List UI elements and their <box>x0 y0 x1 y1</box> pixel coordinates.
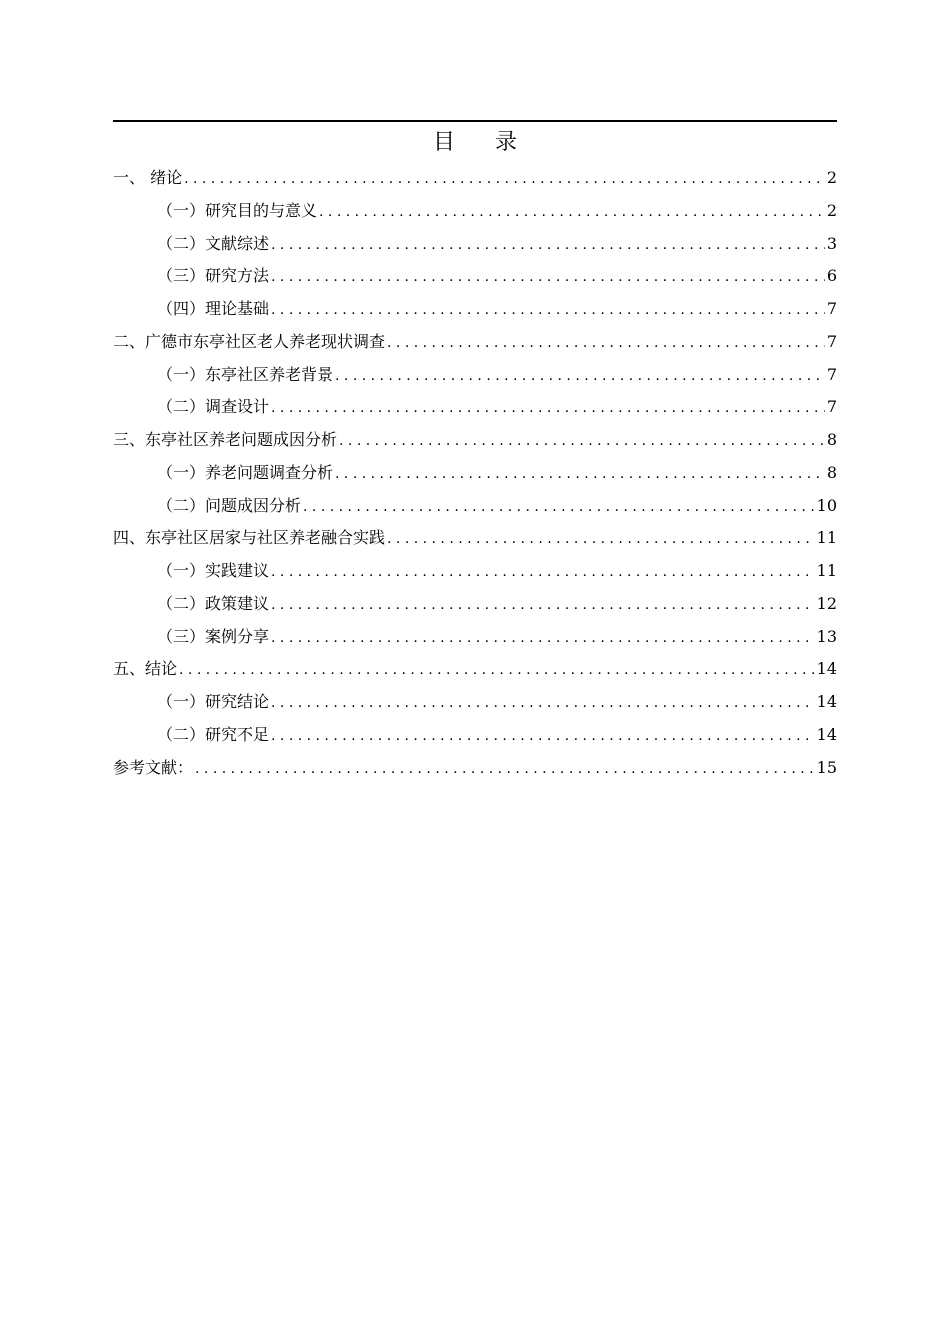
toc-section-entry[interactable] <box>113 391 837 424</box>
toc-page-number: 7 <box>826 397 837 417</box>
toc-dot-leader <box>319 196 825 229</box>
toc-chapter-entry[interactable] <box>113 653 837 686</box>
toc-page-number: 12 <box>816 593 837 613</box>
toc-entry-label: 一、 绪论 <box>113 168 183 187</box>
toc-entry-label: 二、广德市东亭社区老人养老现状调查 <box>113 331 386 351</box>
toc-dot-leader <box>184 163 825 196</box>
toc-dot-leader <box>195 753 815 786</box>
toc-entry-label: 五、结论 <box>113 659 178 679</box>
toc-page-number: 7 <box>826 331 837 351</box>
toc-entry-label: （三）案例分享 <box>157 626 270 646</box>
toc-dot-leader <box>339 425 825 458</box>
toc-section-entry[interactable] <box>113 359 837 392</box>
toc-dot-leader <box>271 687 815 720</box>
toc-entry-label: （一）研究结论 <box>157 692 270 711</box>
toc-entry-label: （一）实践建议 <box>157 561 270 580</box>
toc-chapter-entry[interactable] <box>113 752 837 785</box>
toc-section-entry[interactable] <box>113 621 837 654</box>
toc-dot-leader <box>179 654 815 687</box>
toc-section-entry[interactable] <box>113 555 837 588</box>
toc-page-number: 2 <box>826 200 837 220</box>
toc-list <box>113 162 837 784</box>
toc-entry-label: 三、东亭社区养老问题成因分析 <box>113 430 338 449</box>
toc-dot-leader <box>271 622 815 655</box>
toc-page-number: 13 <box>816 626 837 646</box>
toc-entry-label: （一）东亭社区养老背景 <box>157 364 334 384</box>
toc-page-number: 2 <box>826 168 837 187</box>
toc-chapter-entry[interactable] <box>113 326 837 359</box>
toc-page-number: 8 <box>826 462 837 482</box>
toc-entry-label: （三）研究方法 <box>157 266 270 286</box>
toc-page-number: 7 <box>826 299 837 318</box>
toc-section-entry[interactable] <box>113 490 837 523</box>
toc-entry-label: （二）问题成因分析 <box>157 495 302 515</box>
toc-page-number: 11 <box>816 561 837 580</box>
toc-dot-leader <box>271 294 825 327</box>
toc-dot-leader <box>271 589 815 622</box>
toc-chapter-entry[interactable] <box>113 522 837 555</box>
toc-entry-label: （四）理论基础 <box>157 299 270 318</box>
toc-dot-leader <box>303 491 815 524</box>
toc-section-entry[interactable] <box>113 686 837 719</box>
toc-entry-label: （二）调查设计 <box>157 397 270 417</box>
toc-section-entry[interactable] <box>113 457 837 490</box>
toc-dot-leader <box>271 229 825 262</box>
toc-dot-leader <box>335 360 825 393</box>
toc-dot-leader <box>387 327 825 360</box>
toc-page-number: 7 <box>826 364 837 384</box>
toc-dot-leader <box>271 556 815 589</box>
toc-entry-label: （二）政策建议 <box>157 593 270 613</box>
toc-entry-label: 参考文献： <box>113 757 194 777</box>
toc-section-entry[interactable] <box>113 195 837 228</box>
toc-section-entry[interactable] <box>113 293 837 326</box>
toc-dot-leader <box>387 523 815 556</box>
toc-page-number: 14 <box>816 724 837 744</box>
toc-page <box>113 120 837 784</box>
toc-entry-label: （二）研究不足 <box>157 724 270 744</box>
toc-dot-leader <box>271 720 815 753</box>
toc-section-entry[interactable] <box>113 719 837 752</box>
toc-entry-label: （二）文献综述 <box>157 233 270 253</box>
toc-dot-leader <box>271 392 825 425</box>
toc-page-number: 3 <box>826 233 837 253</box>
toc-page-number: 8 <box>826 430 837 449</box>
toc-chapter-entry[interactable] <box>113 162 837 195</box>
toc-entry-label: （一）养老问题调查分析 <box>157 462 334 482</box>
toc-dot-leader <box>335 458 825 491</box>
toc-page-number: 6 <box>826 266 837 286</box>
toc-entry-label: 四、东亭社区居家与社区养老融合实践 <box>113 528 386 548</box>
toc-section-entry[interactable] <box>113 588 837 621</box>
toc-dot-leader <box>271 261 825 294</box>
toc-entry-label: （一）研究目的与意义 <box>157 200 318 220</box>
toc-chapter-entry[interactable] <box>113 424 837 457</box>
toc-page-number: 14 <box>816 659 837 679</box>
toc-page-number: 11 <box>816 528 837 548</box>
toc-page-number: 15 <box>816 757 837 777</box>
toc-section-entry[interactable] <box>113 260 837 293</box>
header-rule <box>113 120 837 122</box>
toc-section-entry[interactable] <box>113 228 837 261</box>
toc-title: 目录 <box>432 130 557 155</box>
toc-page-number: 14 <box>816 692 837 711</box>
toc-page-number: 10 <box>816 495 837 515</box>
